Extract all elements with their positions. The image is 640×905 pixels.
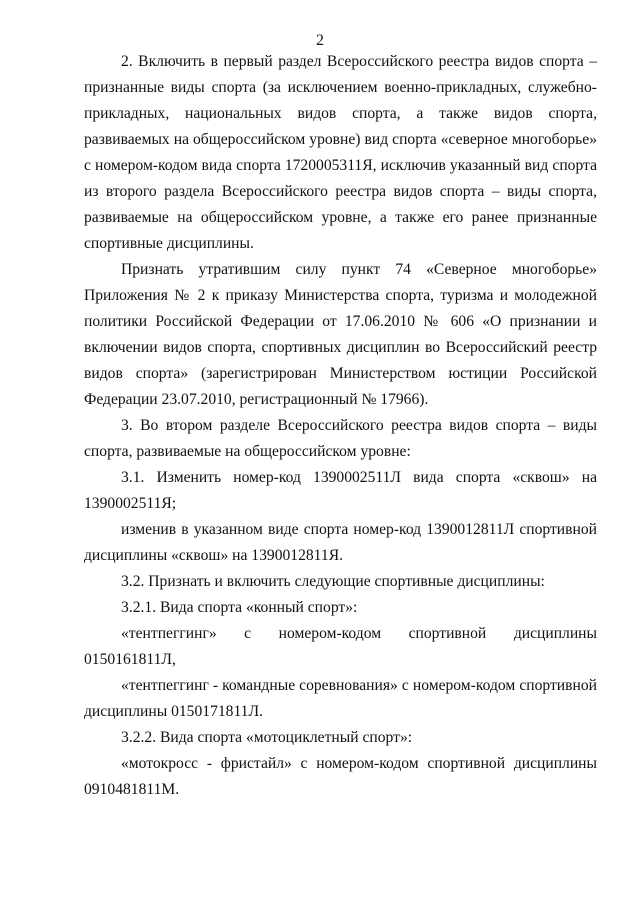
paragraph-tentpegging-team: «тентпеггинг - командные соревнования» с номером-кодом спортивной дисциплины 0150171811Л. <box>84 677 597 720</box>
paragraph-item-3: 3. Во втором разделе Всероссийского реестра видов спорта – виды спорта, развиваемые на общероссийском уровне: <box>84 417 597 460</box>
paragraph-repeal: Признать утратившим силу пункт 74 «Северное многоборье» Приложения № 2 к приказу Министерства спорта, туризма и молодежной политики Российской Федерации от 17.06.2010 № 606 «О признании и включении видов спорта, спортивных дисциплин во Всероссийский реестр видов спорта» (зарегистрирован Министерством юстиции Российской Федерации 23.07.2010, регистрационный № 17966). <box>84 261 597 408</box>
paragraph-tentpegging: «тентпеггинг» с номером-кодом спортивной дисциплины 0150161811Л, <box>84 625 597 668</box>
page-number: 2 <box>316 32 324 49</box>
paragraph-motocross-freestyle: «мотокросс - фристайл» с номером-кодом спортивной дисциплины 0910481811М. <box>84 755 597 798</box>
document-body <box>84 49 597 803</box>
paragraph-item-2: 2. Включить в первый раздел Всероссийского реестра видов спорта – признанные виды спорта (за исключением военно-прикладных, служебно-прикладных, национальных видов спорта, а также видов спорта, развиваемых на общероссийском уровне) вид спорта «северное многоборье» с номером-кодом вида спорта 1720005311Я, исключив указанный вид спорта из второго раздела Всероссийского реестра видов спорта – виды спорта, развиваемые на общероссийском уровне, а также его ранее признанные спортивные дисциплины. <box>84 53 597 252</box>
paragraph-item-3-2-2: 3.2.2. Вида спорта «мотоциклетный спорт»: <box>121 729 413 746</box>
paragraph-item-3-2: 3.2. Признать и включить следующие спортивные дисциплины: <box>121 573 545 590</box>
paragraph-change-code: изменив в указанном виде спорта номер-код 1390012811Л спортивной дисциплины «сквош» на 1390012811Я. <box>84 521 597 564</box>
paragraph-item-3-2-1: 3.2.1. Вида спорта «конный спорт»: <box>121 599 358 616</box>
paragraph-item-3-1: 3.1. Изменить номер-код 1390002511Л вида спорта «сквош» на 1390002511Я; <box>84 469 597 512</box>
